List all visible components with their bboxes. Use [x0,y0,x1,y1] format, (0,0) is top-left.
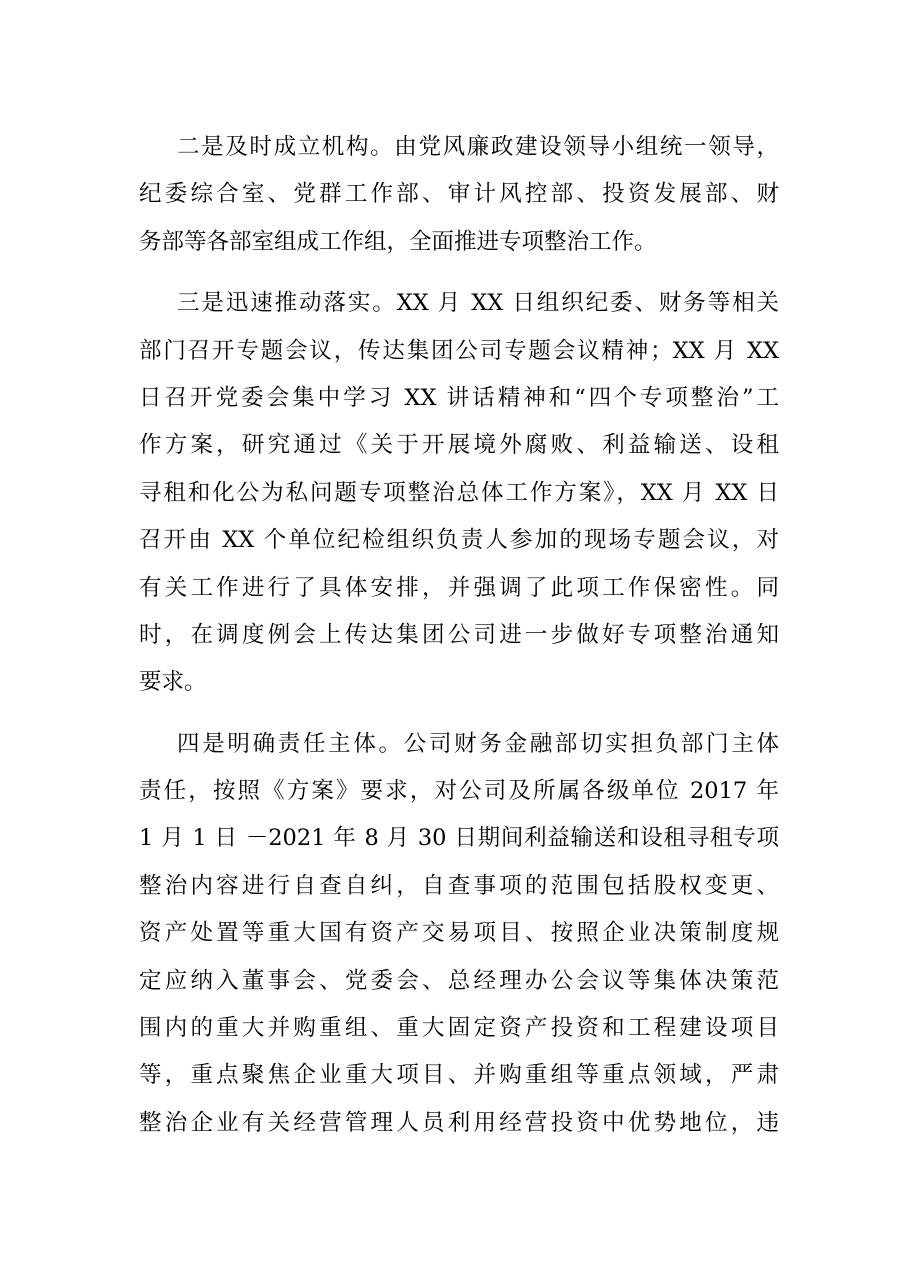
paragraph-establish-organization [139,124,779,266]
paragraph-line: 要求。 [139,669,207,696]
paragraph-line: 务部等各部室组成工作组，全面推进专项整治工作。 [139,228,657,255]
paragraph-line: 责任，按照《方案》要求，对公司及所属各级单位 2017 年 [139,778,779,805]
paragraph-line: 资产处置等重大国有资产交易项目、按照企业决策制度规 [139,920,779,947]
paragraph-line: 日召开党委会集中学习 XX 讲话精神和“四个专项整治”工 [139,384,779,411]
paragraph-line: 召开由 XX 个单位纪检组织负责人参加的现场专题会议，对 [139,527,779,554]
paragraph-line: 等，重点聚焦企业重大项目、并购重组等重点领域，严肃 [139,1062,779,1089]
paragraph-clarify-responsibility [139,721,779,1148]
paragraph-line: 寻租和化公为私问题专项整治总体工作方案》，XX 月 XX 日 [139,479,779,506]
paragraph-line: 整治内容进行自查自纠，自查事项的范围包括股权变更、 [139,872,779,899]
paragraph-line: 三是迅速推动落实。XX 月 XX 日组织纪委、财务等相关 [177,290,779,317]
paragraph-line: 作方案，研究通过《关于开展境外腐败、利益输送、设租 [139,432,779,459]
paragraph-spacing [139,707,779,721]
paragraph-line: 二是及时成立机构。由党风廉政建设领导小组统一领导， [177,134,779,160]
paragraph-spacing [139,266,779,280]
paragraph-line: 整治企业有关经营管理人员利用经营投资中优势地位，违 [139,1109,779,1136]
paragraph-line: 纪委综合室、党群工作部、审计风控部、投资发展部、财 [139,181,779,208]
paragraph-line: 1 月 1 日 －2021 年 8 月 30 日期间利益输送和设租寻租专项 [139,825,779,852]
paragraph-line: 四是明确责任主体。公司财务金融部切实担负部门主体 [177,730,779,757]
document-body [139,124,779,1147]
paragraph-line: 有关工作进行了具体安排，并强调了此项工作保密性。同 [139,574,779,601]
paragraph-line: 部门召开专题会议，传达集团公司专题会议精神；XX 月 XX [139,337,779,364]
paragraph-promote-implementation [139,280,779,707]
paragraph-line: 定应纳入董事会、党委会、总经理办公会议等集体决策范 [139,967,779,994]
paragraph-line: 时，在调度例会上传达集团公司进一步做好专项整治通知 [139,621,779,648]
paragraph-line: 围内的重大并购重组、重大固定资产投资和工程建设项目 [139,1015,779,1042]
